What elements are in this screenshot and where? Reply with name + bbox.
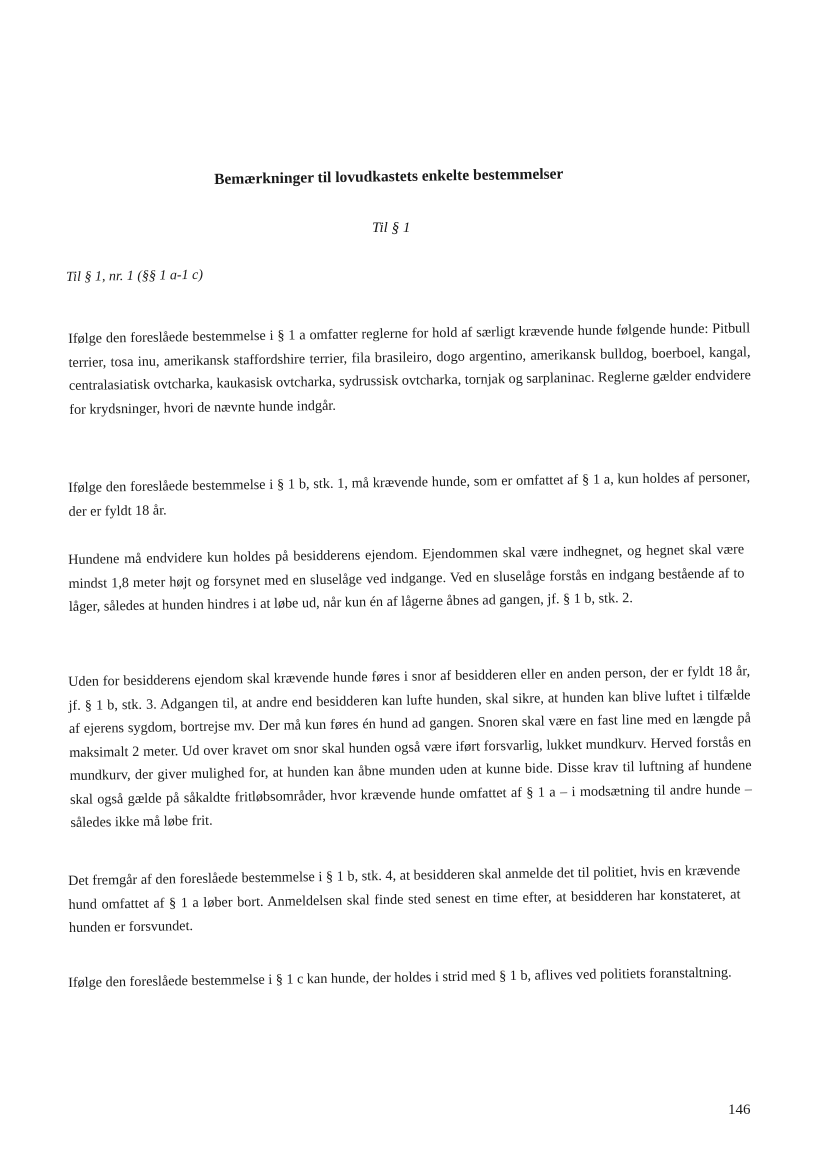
paragraph: Hundene må endvidere kun holdes på besidderens ejendom. Ejendommen skal være indhegnet, og hegnet skal være mindst 1,8 meter højt og forsynet med en sluselåge ved indgange. Ved en sluselåge forstås en indgang bestående af to låger, således at hunden hindres i at løbe ud, når kun én af lågerne åbnes ad gangen, jf. § 1 b, stk. 2. [68, 541, 745, 616]
subsection-heading: Til § 1, nr. 1 (§§ 1 a-1 c) [66, 267, 204, 285]
page-number: 146 [728, 1102, 751, 1118]
paragraph: Ifølge den foreslåede bestemmelse i § 1 c kan hunde, der holdes i strid med § 1 b, aflives ved politiets foranstaltning. [68, 964, 732, 992]
document-title: Bemærkninger til lovudkastets enkelte bestemmelser [214, 165, 564, 188]
paragraph: Ifølge den foreslåede bestemmelse i § 1 a omfatter reglerne for hold af særligt krævende hunde følgende hunde: Pitbull terrier, tosa inu, amerikansk staffordshire terrier, fila brasileiro, dogo argentino, amerikansk bulldog, boerboel, kangal, centralasiatisk ovtcharka, kaukasisk ovtcharka, sydrussisk ovtcharka, tornjak og sarplaninac. Reglerne gælder endvidere for krydsninger, hvori de nævnte hunde indgår. [68, 320, 751, 418]
paragraph: Det fremgår af den foreslåede bestemmelse i § 1 b, stk. 4, at besidderen skal anmelde det til politiet, hvis en krævende hund omfattet af § 1 a løber bort. Anmeldelsen skal finde sted senest en time efter, at besidderen har konstateret, at hunden er forsvundet. [68, 862, 741, 937]
paragraph: Uden for besidderens ejendom skal krævende hunde føres i snor af besidderen eller en anden person, der er fyldt 18 år, jf. § 1 b, stk. 3. Adgangen til, at andre end besidderen kan lufte hunden, skal sikre, at hunden kan blive luftet i tilfælde af ejerens sygdom, bortrejse mv. Der må kun føres én hund ad gangen. Snoren skal være en fast line med en længde på maksimalt 2 meter. Ud over kravet om snor skal hunden også være iført forsvarlig, lukket mundkurv. Herved forstås en mundkurv, der giver mulighed for, at hunden kan åbne munden uden at kunne bide. Disse krav til luftning af hundene skal også gælde på såkaldte fritløbsområder, hvor krævende hunde omfattet af § 1 a – i modsætning til andre hunde – således ikke må løbe frit. [68, 663, 753, 832]
paragraph: Ifølge den foreslåede bestemmelse i § 1 b, stk. 1, må krævende hunde, som er omfattet af § 1 a, kun holdes af personer, der er fyldt 18 år. [68, 469, 751, 520]
section-heading: Til § 1 [372, 220, 411, 236]
